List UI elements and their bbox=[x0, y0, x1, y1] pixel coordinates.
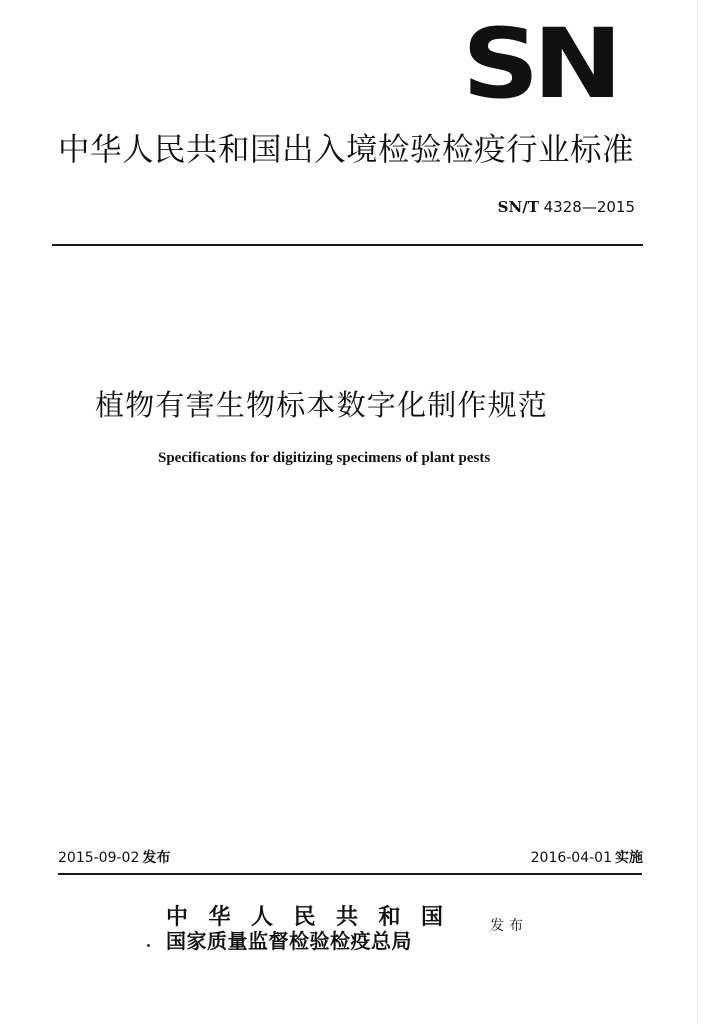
document-title-cn: 植物有害生物标本数字化制作规范 bbox=[95, 388, 549, 422]
standard-code bbox=[498, 197, 635, 217]
org-title: 中华人民共和国出入境检验检疫行业标准 bbox=[58, 132, 635, 168]
standard-code-number: 4328—2015 bbox=[543, 198, 635, 216]
standard-code-prefix: SN/T bbox=[497, 198, 539, 216]
document-title-en: Specifications for digitizing specimens of plant pests bbox=[158, 450, 491, 466]
effective-label: 实施 bbox=[615, 850, 643, 866]
effective-date: 2016-04-01 bbox=[530, 850, 612, 866]
scan-speck bbox=[147, 944, 150, 947]
issue-date-block bbox=[58, 848, 170, 868]
bottom-divider bbox=[58, 873, 642, 875]
publisher-country: 中华人民共和国 bbox=[166, 904, 464, 930]
sn-logo: SN bbox=[462, 8, 616, 120]
publisher-verb: 发布 bbox=[490, 918, 528, 934]
publisher-agency: 国家质量监督检验检疫总局 bbox=[166, 929, 412, 953]
scan-edge bbox=[697, 0, 698, 1024]
effective-date-block bbox=[531, 848, 643, 868]
issue-date: 2015-09-02 bbox=[58, 850, 140, 866]
issue-label: 发布 bbox=[142, 850, 171, 866]
top-divider bbox=[52, 244, 643, 246]
